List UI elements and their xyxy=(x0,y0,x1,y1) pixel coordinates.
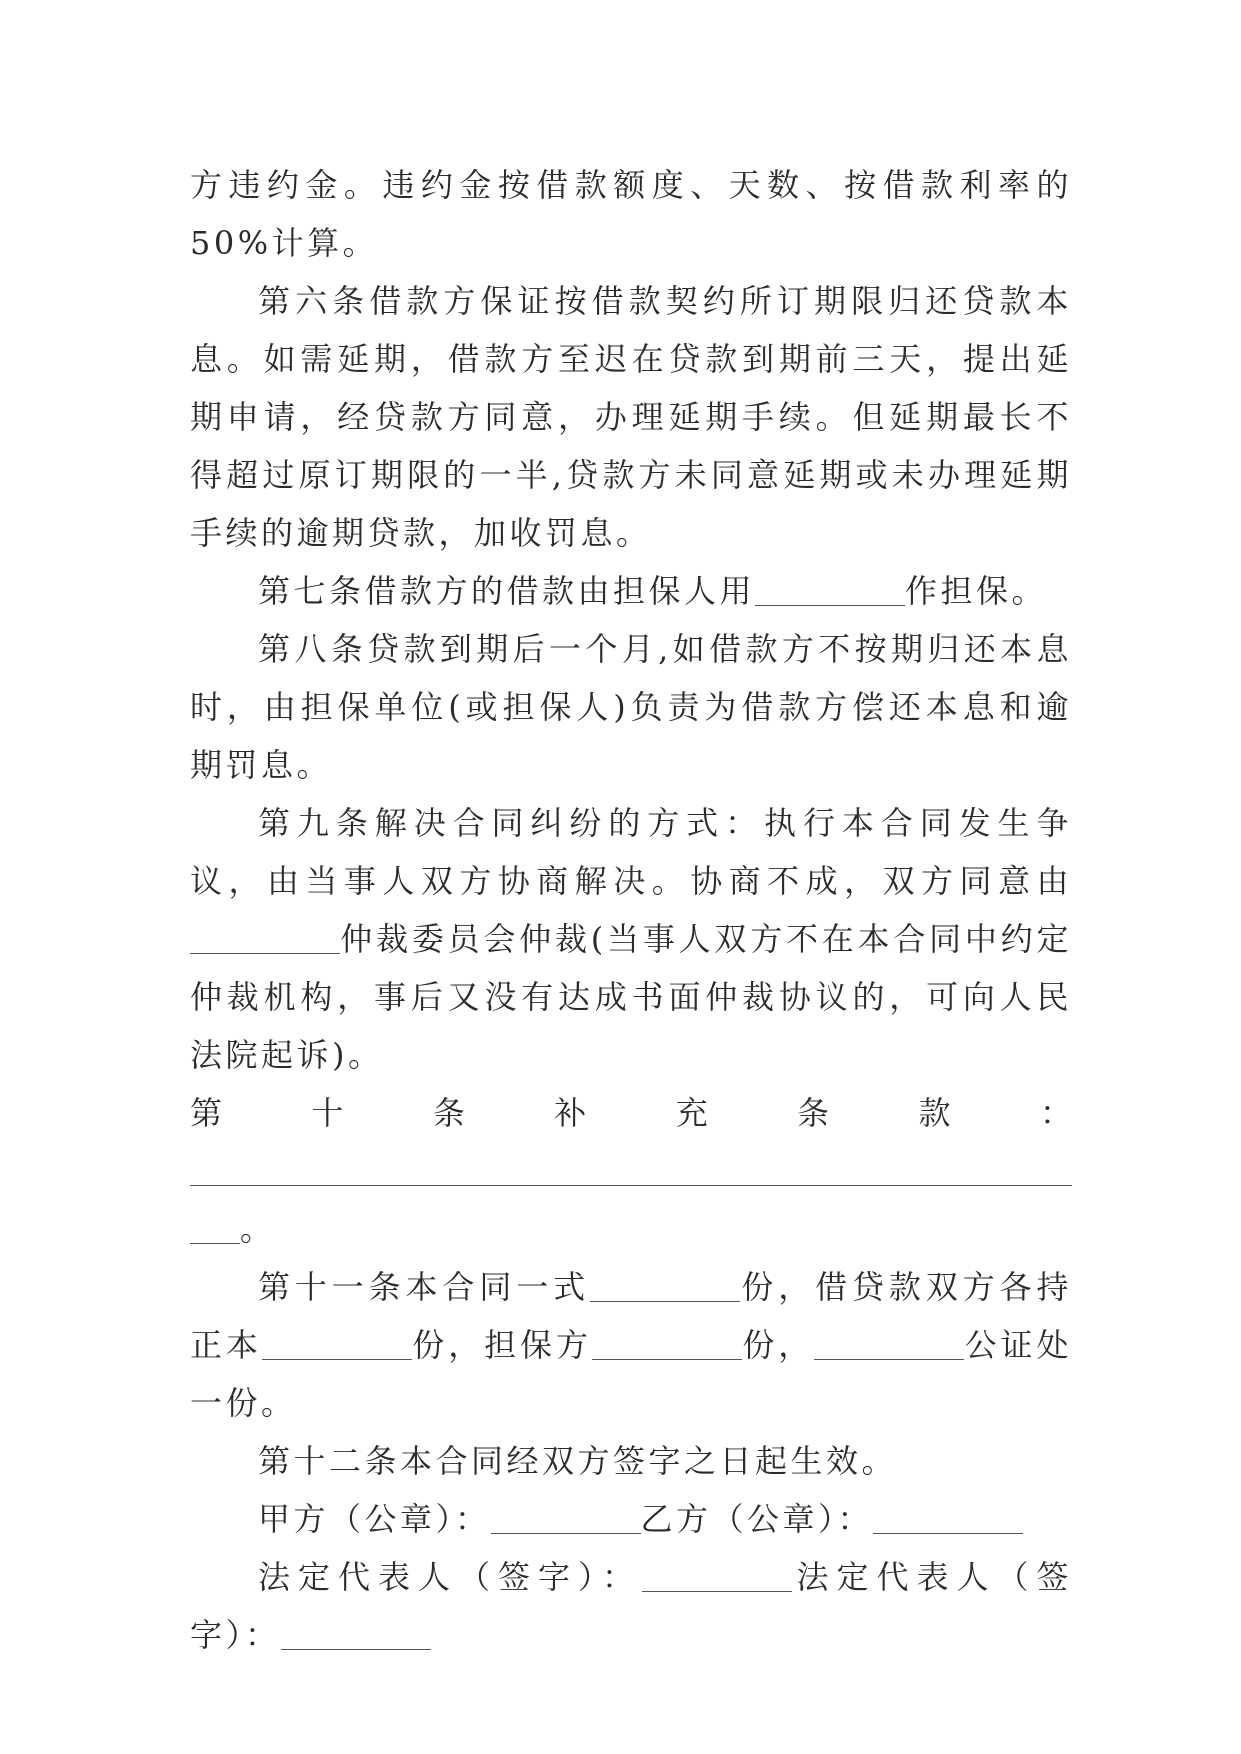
article-12: 第十二条本合同经双方签字之日起生效。 xyxy=(258,1442,898,1480)
party-a-label: 甲方（公章）： xyxy=(258,1500,491,1538)
party-b-blank xyxy=(873,1493,1023,1534)
penalty-paragraph: 方违约金。违约金按借款额度、天数、按借款利率的 50%计算。 xyxy=(190,166,1072,262)
article-6: 第六条借款方保证按借款契约所订期限归还贷款本息。如需延期，借款方至迟在贷款到期前三天，提出延期申请，经贷款方同意，办理延期手续。但延期最长不得超过原订期限的一半,贷款方未同意延期或未办理延期手续的逾期贷款，加收罚息。 xyxy=(190,282,1072,552)
article-8: 第八条贷款到期后一个月,如借款方不按期归还本息时，由担保单位(或担保人)负责为借款方偿还本息和逾期罚息。 xyxy=(190,630,1072,784)
article-11-text-e: 公证处一份。 xyxy=(190,1326,1072,1422)
copies-each-blank xyxy=(262,1319,412,1360)
article-11 xyxy=(190,1258,1072,1432)
party-b-label: 乙方（公章）： xyxy=(640,1500,874,1538)
representative-signatures xyxy=(190,1548,1072,1664)
notary-blank xyxy=(814,1319,964,1360)
article-10-period: 。 xyxy=(240,1210,276,1248)
supplementary-terms-line xyxy=(190,1142,1072,1200)
party-a-blank xyxy=(491,1493,641,1534)
arbitration-blank xyxy=(190,913,340,954)
article-9-text-a: 第九条解决合同纠纷的方式：执行本合同发生争议，由当事人双方协商解决。协商不成，双方同意由 xyxy=(190,804,1072,900)
article-9-text-b: 仲裁委员会仲裁(当事人双方不在本合同中约定仲裁机构，事后又没有达成书面仲裁协议的，可向人民法院起诉)。 xyxy=(190,920,1072,1074)
guarantee-blank xyxy=(755,565,905,606)
copies-guarantor-blank xyxy=(592,1319,742,1360)
article-7-text-b: 作担保。 xyxy=(905,572,1048,610)
article-10-end xyxy=(190,1200,1072,1258)
article-11-text-c: 份，担保方 xyxy=(411,1326,592,1364)
article-10: 第十条补充条款： xyxy=(190,1094,1072,1132)
article-9 xyxy=(190,794,1072,1084)
rep-a-blank xyxy=(642,1551,792,1592)
article-7-text-a: 第七条借款方的借款由担保人用 xyxy=(258,572,756,610)
article-11-text-b: 份，借贷款双方各持正本 xyxy=(190,1268,1072,1364)
rep-a-label: 法定代表人（签字）： xyxy=(258,1558,642,1596)
party-seals xyxy=(190,1490,1072,1548)
article-11-text-d: 份， xyxy=(741,1326,815,1364)
rep-b-blank xyxy=(281,1609,431,1650)
rep-b-label: 法定代表人（签字）： xyxy=(190,1558,1072,1654)
contract-text xyxy=(190,156,1072,1664)
article-11-text-a: 第十一条本合同一式 xyxy=(258,1268,590,1306)
article-7 xyxy=(190,562,1072,620)
supplementary-terms-blank-end xyxy=(190,1203,240,1244)
copies-total-blank xyxy=(590,1261,740,1302)
